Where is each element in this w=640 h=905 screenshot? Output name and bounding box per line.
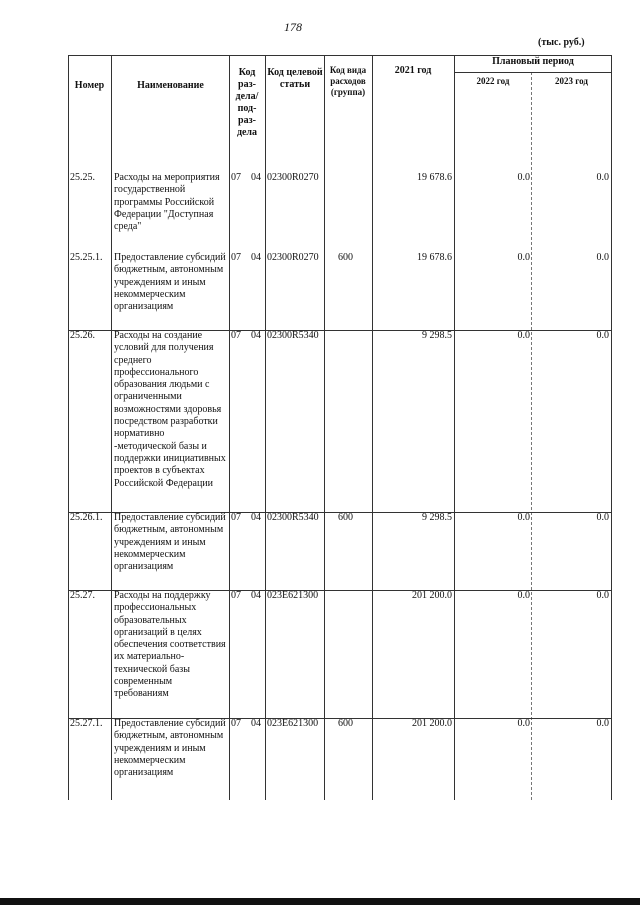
row-name: Предоставление субсидий бюджетным, автономным учреждениям и иным некоммерческим организациям [114, 252, 226, 313]
row-amount-2022: 0.0 [517, 172, 530, 183]
row-name: Предоставление субсидий бюджетным, автономным учреждениям и иным некоммерческим организациям [114, 512, 226, 573]
grid-line [454, 55, 455, 800]
header-target-code: Код целевой статьи [267, 67, 323, 90]
grid-line [229, 55, 230, 800]
row-amount-2021: 19 678.6 [417, 172, 452, 183]
row-name: Расходы на поддержку профессиональных образовательных организаций в целях обеспечения соответствия их материально-технической базы современным требованиям [114, 590, 226, 700]
row-amount-2023: 0.0 [596, 512, 609, 523]
grid-line [265, 55, 266, 800]
row-amount-2022: 0.0 [517, 512, 530, 523]
row-amount-2023: 0.0 [596, 718, 609, 729]
row-razdel: 07 [231, 590, 241, 601]
row-razdel: 07 [231, 512, 241, 523]
row-podrazdel: 04 [251, 330, 261, 341]
grid-line [372, 55, 373, 800]
row-amount-2022: 0.0 [517, 590, 530, 601]
row-podrazdel: 04 [251, 512, 261, 523]
row-number: 25.25. [70, 172, 95, 183]
row-number: 25.27.1. [70, 718, 103, 729]
row-amount-2021: 9 298.5 [422, 330, 452, 341]
scan-edge [0, 898, 640, 905]
row-amount-2021: 9 298.5 [422, 512, 452, 523]
row-razdel: 07 [231, 330, 241, 341]
row-name: Расходы на создание условий для получения среднего профессионального образования людьми с ограниченными возможностями здоровья посредством разработки нормативно -методической базы и поддержки инициативных проектов в субъектах Российской Федерации [114, 330, 226, 489]
grid-line [454, 72, 611, 73]
header-2022: 2022 год [476, 76, 510, 86]
row-amount-2023: 0.0 [596, 252, 609, 263]
grid-line [531, 72, 532, 800]
row-target-code: 02300R0270 [267, 172, 319, 183]
row-name: Предоставление субсидий бюджетным, автономным учреждениям и иным некоммерческим организациям [114, 718, 226, 779]
row-amount-2023: 0.0 [596, 330, 609, 341]
grid-line [324, 55, 325, 800]
row-razdel: 07 [231, 252, 241, 263]
row-expense-type: 600 [338, 252, 353, 263]
row-target-code: 023E621300 [267, 718, 319, 729]
row-podrazdel: 04 [251, 252, 261, 263]
row-number: 25.25.1. [70, 252, 103, 263]
grid-line [111, 55, 112, 800]
grid-line [68, 55, 69, 800]
row-amount-2023: 0.0 [596, 172, 609, 183]
row-amount-2022: 0.0 [517, 330, 530, 341]
row-amount-2021: 19 678.6 [417, 252, 452, 263]
row-amount-2022: 0.0 [517, 718, 530, 729]
row-amount-2021: 201 200.0 [412, 590, 452, 601]
row-target-code: 02300R0270 [267, 252, 319, 263]
row-target-code: 02300R5340 [267, 330, 319, 341]
row-expense-type: 600 [338, 718, 353, 729]
row-name: Расходы на мероприятия государственной программы Российской Федерации "Доступная среда" [114, 172, 220, 233]
page-number: 178 [284, 20, 302, 34]
row-target-code: 02300R5340 [267, 512, 319, 523]
row-razdel: 07 [231, 718, 241, 729]
header-2023: 2023 год [555, 76, 588, 86]
row-podrazdel: 04 [251, 590, 261, 601]
header-number: Номер [74, 80, 105, 91]
units-label: (тыс. руб.) [538, 37, 585, 48]
header-planning-period: Плановый период [492, 56, 574, 67]
row-number: 25.27. [70, 590, 95, 601]
row-expense-type: 600 [338, 512, 353, 523]
header-name: Наименование [137, 80, 204, 91]
header-2021: 2021 год [394, 65, 432, 76]
grid-line [611, 55, 612, 800]
header-expense-type-code: Код вида расходов (группа) [329, 65, 367, 97]
row-amount-2023: 0.0 [596, 590, 609, 601]
row-number: 25.26.1. [70, 512, 103, 523]
row-razdel: 07 [231, 172, 241, 183]
row-podrazdel: 04 [251, 718, 261, 729]
row-number: 25.26. [70, 330, 95, 341]
header-section-code: Код раз-дела/ под-раз-дела [235, 67, 259, 138]
row-amount-2022: 0.0 [517, 252, 530, 263]
row-amount-2021: 201 200.0 [412, 718, 452, 729]
row-target-code: 023E621300 [267, 590, 319, 601]
row-podrazdel: 04 [251, 172, 261, 183]
